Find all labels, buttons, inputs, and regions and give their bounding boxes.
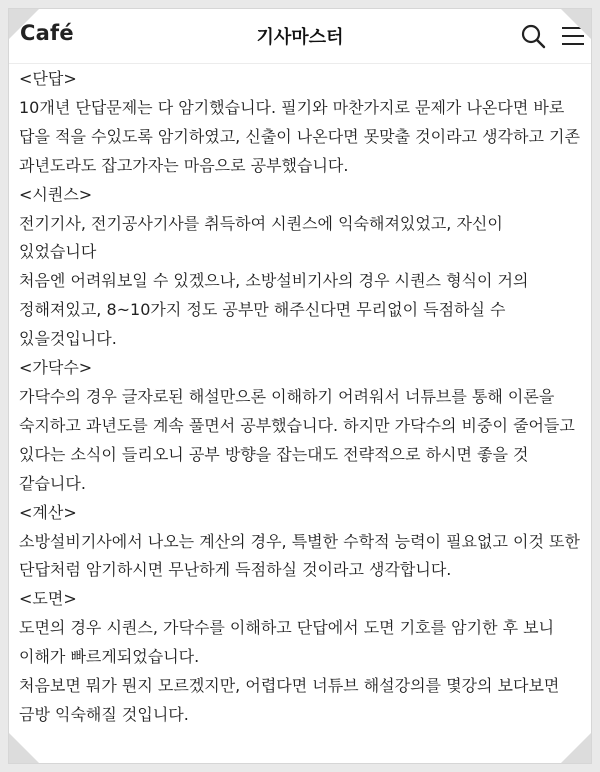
corner-fold-bottom-left [9,733,39,763]
paragraph-drawing-1: 도면의 경우 시퀀스, 가닥수를 이해하고 단답에서 도면 기호를 암기한 후 보니 이해가 빠르게되었습니다. [19,618,555,667]
cafe-logo[interactable]: Café [20,21,74,45]
paragraph-calculation: 소방설비기사에서 나오는 계산의 경우, 특별한 수학적 능력이 필요없고 이것 또한 단답처럼 암기하시면 무난하게 득점하실 것이라고 생각합니다. [19,531,580,580]
corner-fold-top-left [9,9,39,39]
paragraph-sequence-1: 전기기사, 전기공사기사를 취득하여 시퀀스에 익숙해져있었고, 자신이 있었습니다 [19,213,503,262]
section-heading-calculation: <계산> [19,502,77,522]
corner-fold-bottom-right [561,733,591,763]
section-heading-wire-count: <가닥수> [19,358,93,378]
paragraph-short-answer: 10개년 단답문제는 다 암기했습니다. 필기와 마찬가지로 문제가 나온다면 바로 답을 적을 수있도록 암기하였고, 신출이 나온다면 못맞출 것이라고 생각하고 기존 과년도라도 잡고가자는 마음으로 공부했습니다. [19,97,580,175]
paragraph-drawing-2: 처음보면 뭐가 뭔지 모르겠지만, 어렵다면 너튜브 해설강의를 몇강의 보다보면 금방 익숙해질 것입니다. [19,676,560,724]
section-heading-drawing: <도면> [19,589,77,609]
corner-fold-top-right [561,9,591,39]
section-heading-short-answer: <단답> [19,69,77,88]
paragraph-wire-count: 가닥수의 경우 글자로된 해설만으론 이해하기 어려워서 너튜브를 통해 이론을 숙지하고 과년도를 계속 풀면서 공부했습니다. 하지만 가닥수의 비중이 줄어들고 있다는 소식이 들리오니 공부 방향을 잡는대도 전략적으로 하시면 좋을 것 같습니다. [19,386,575,493]
article-body [19,65,585,730]
app-header [9,9,591,64]
search-icon [519,22,547,50]
page-title[interactable]: 기사마스터 [256,27,344,48]
search-button[interactable] [519,22,547,50]
paragraph-sequence-2: 처음엔 어려워보일 수 있겠으나, 소방설비기사의 경우 시퀀스 형식이 거의 정해져있고, 8~10가지 정도 공부만 해주신다면 무리없이 득점하실 수 있을것입니다. [19,271,529,349]
page-frame [8,8,592,764]
section-heading-sequence: <시퀀스> [19,184,93,204]
